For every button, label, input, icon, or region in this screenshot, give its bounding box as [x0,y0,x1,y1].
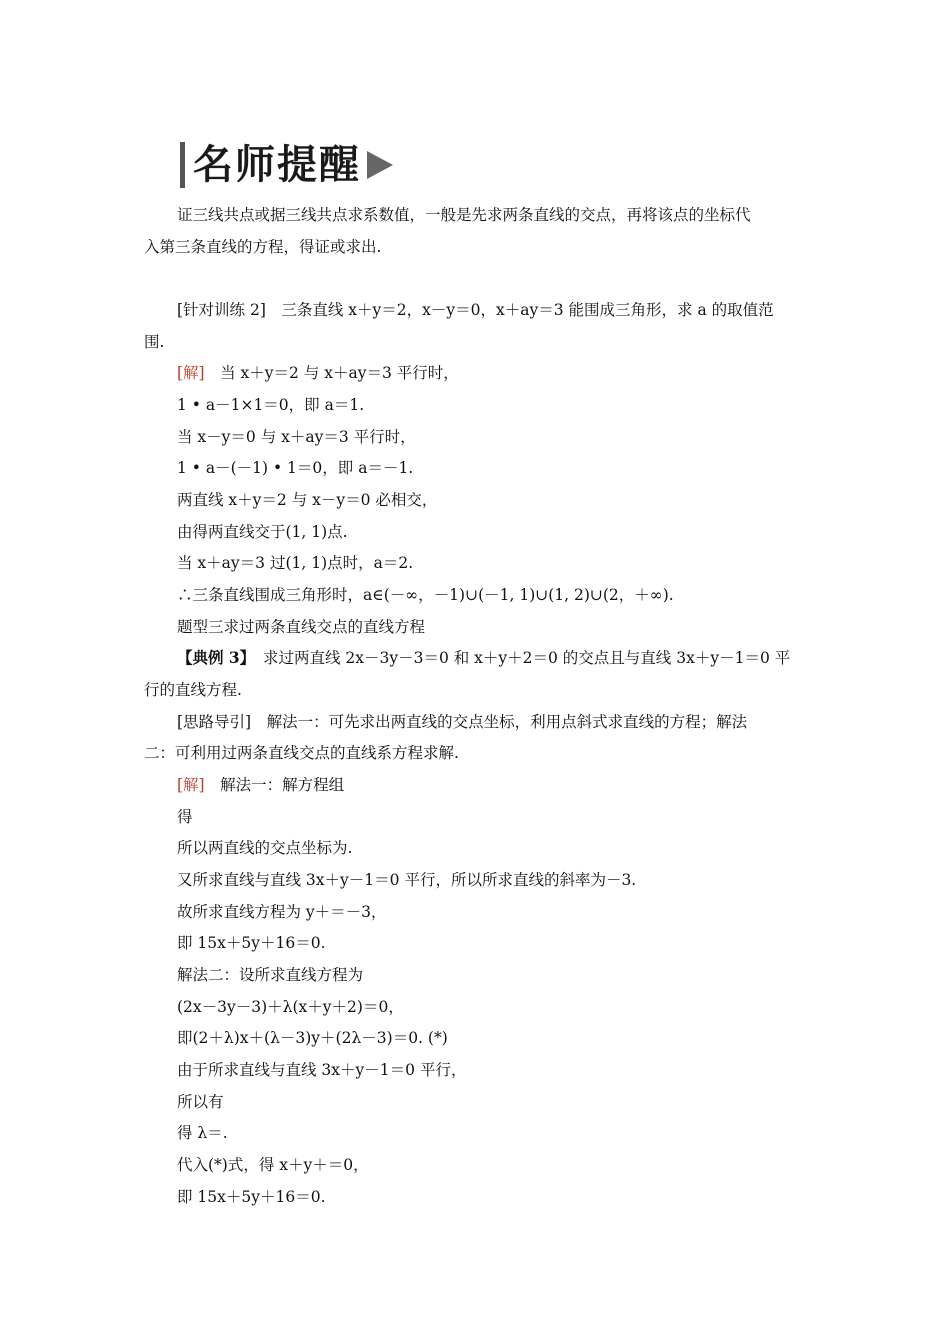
solution2-line-9: 所以有 [177,1093,224,1111]
guide-line-2: 二：可利用过两条直线交点的直线系方程求解. [144,744,459,762]
training-line-2: 围. [144,333,165,351]
example3-tag: 【典例 3】 [177,648,248,667]
solution2-line-3: 故所求直线方程为 y＋＝－3， [177,903,387,921]
solution2-tag: [解] [177,776,205,794]
solution2-line-first [177,774,857,796]
solution1-line-0 [177,362,857,384]
solution1-line-2: 当 x－y＝0 与 x＋ay＝3 平行时， [177,428,416,446]
solution2-line-2: 又所求直线与直线 3x＋y－1＝0 平行，所以所求直线的斜率为－3. [177,871,637,889]
solution1-line-6: 当 x＋ay＝3 过(1, 1)点时，a＝2. [177,554,414,572]
solution1-line-4: 两直线 x＋y＝2 与 x－y＝0 必相交， [177,491,438,509]
example3-text: 求过两直线 2x－3y－3＝0 和 x＋y＋2＝0 的交点且与直线 3x＋y－1＝0 平 [247,649,791,667]
solution2-line-11: 代入(*)式，得 x＋y＋＝0， [177,1156,369,1174]
solution2-line-10: 得 λ＝. [177,1124,228,1142]
solution2-line-0: 得 [177,808,193,826]
solution1-line-3: 1 • a－(－1) • 1＝0，即 a＝－1. [177,459,414,477]
solution1-line-7: ∴三条直线围成三角形时，a∈(－∞，－1)∪(－1, 1)∪(1, 2)∪(2，＋∞). [177,586,674,604]
solution1-line-5: 由得两直线交于(1, 1)点. [177,523,348,541]
solution2-line-5: 解法二：设所求直线方程为 [177,966,364,984]
training-line-1: [针对训练 2] 三条直线 x＋y＝2，x－y＝0，x＋ay＝3 能围成三角形，求 a 的取值范 [177,301,774,319]
solution2-line-8: 由于所求直线与直线 3x＋y－1＝0 平行， [177,1061,467,1079]
solution1-text: 当 x＋y＝2 与 x＋ay＝3 平行时， [204,364,459,382]
section-heading [180,141,393,189]
example3-line-1 [177,647,857,669]
example3-line-2: 行的直线方程. [144,681,242,699]
triangle-icon [367,151,393,179]
solution2-line-1: 所以两直线的交点坐标为. [177,839,353,857]
solution1-line-1: 1 • a－1×1＝0，即 a＝1. [177,396,365,414]
solution2-line-6: (2x－3y－3)＋λ(x＋y＋2)＝0， [177,998,404,1016]
solution2-first-text: 解法一：解方程组 [204,776,345,794]
guide-line-1: [思路导引] 解法一：可先求出两直线的交点坐标，利用点斜式求直线的方程；解法 [177,713,748,731]
solution2-line-12: 即 15x＋5y＋16＝0. [177,1188,326,1206]
tip-line-2: 入第三条直线的方程，得证或求出. [144,238,382,256]
heading-bar [180,142,185,188]
tip-line-1: 证三线共点或据三线共点求系数值，一般是先求两条直线的交点，再将该点的坐标代 [177,206,751,224]
solution2-line-7: 即(2＋λ)x＋(λ－3)y＋(2λ－3)＝0. (*) [177,1029,448,1047]
section-title-type3: 题型三求过两条直线交点的直线方程 [177,618,426,636]
solution1-tag: [解] [177,364,205,382]
solution2-line-4: 即 15x＋5y＋16＝0. [177,934,326,952]
heading-title: 名师提醒 [193,142,361,188]
